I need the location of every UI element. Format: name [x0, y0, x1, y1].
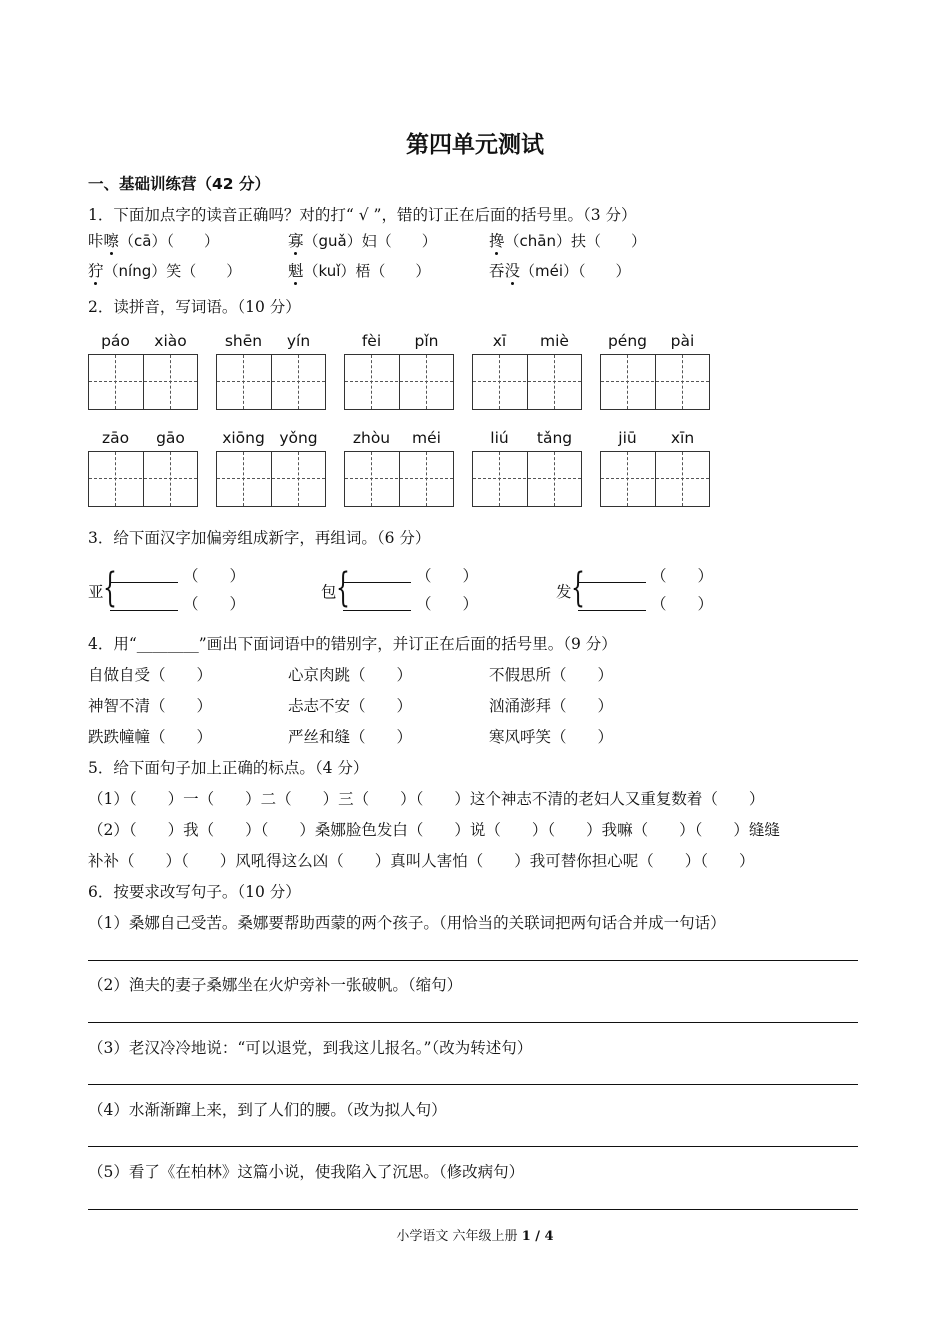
answer-line[interactable] — [88, 1084, 858, 1085]
pinyin-label: pài — [670, 332, 695, 350]
answer-paren[interactable]: （ ） — [651, 595, 714, 613]
answer-paren[interactable]: （ ） — [416, 595, 479, 613]
q5-line: （1）（ ）一（ ）二（ ）三（ ）（ ）这个神志不清的老妇人又重复数着（ ） — [88, 790, 765, 808]
answer-paren[interactable]: （ ） — [651, 567, 714, 585]
section-heading: 一、基础训练营（42 分） — [88, 175, 270, 193]
pinyin-label: gāo — [156, 429, 185, 447]
q1-item: 咔嚓（cā）（ ） — [88, 232, 219, 250]
answer-blank[interactable] — [578, 610, 646, 611]
page-footer: 小学语文 六年级上册 1 / 4 — [396, 1229, 554, 1244]
q6-item: （4）水渐渐蹿上来，到了人们的腰。（改为拟人句） — [88, 1101, 447, 1119]
pinyin-label: méi — [412, 429, 441, 447]
base-character: 包 — [321, 583, 337, 601]
pinyin-label: xiào — [154, 332, 187, 350]
q1-item: 吞没（méi）（ ） — [489, 262, 631, 280]
pinyin-label: pǐn — [414, 332, 439, 350]
q6-item: （1）桑娜自己受苦。桑娜要帮助西蒙的两个孩子。（用恰当的关联词把两句话合并成一句话） — [88, 914, 726, 932]
brace-icon: { — [571, 565, 585, 611]
q3-prompt: 3．给下面汉字加偏旁组成新字，再组词。（6 分） — [88, 529, 431, 547]
answer-paren[interactable]: （ ） — [416, 567, 479, 585]
base-character: 发 — [556, 583, 572, 601]
pinyin-label: zāo — [101, 429, 130, 447]
answer-blank[interactable] — [110, 582, 178, 583]
answer-line[interactable] — [88, 1209, 858, 1210]
q1-item: 狞（níng）笑（ ） — [88, 262, 242, 280]
q6-prompt: 6．按要求改写句子。（10 分） — [88, 883, 301, 901]
answer-blank[interactable] — [578, 582, 646, 583]
pinyin-label: zhòu — [352, 429, 391, 447]
q4-word: 跌跌幢幢（ ） — [88, 728, 213, 746]
pinyin-label: páo — [101, 332, 130, 350]
pinyin-label: miè — [540, 332, 569, 350]
answer-line[interactable] — [88, 1146, 858, 1147]
q1-prompt: 1．下面加点字的读音正确吗？对的打“ √ ”，错的订正在后面的括号里。（3 分） — [88, 206, 637, 224]
writing-box[interactable] — [600, 354, 710, 410]
page-title: 第四单元测试 — [406, 132, 544, 158]
q6-item: （5）看了《在柏林》这篇小说，使我陷入了沉思。（修改病句） — [88, 1163, 525, 1181]
q1-item: 搀（chān）扶（ ） — [489, 232, 646, 250]
pinyin-label: yǒng — [279, 429, 318, 447]
pinyin-label: jiū — [618, 429, 637, 447]
q4-word: 寒风呼笑（ ） — [489, 728, 614, 746]
pinyin-label: yín — [286, 332, 311, 350]
answer-paren[interactable]: （ ） — [183, 595, 246, 613]
q4-prompt: 4．用“________”画出下面词语中的错别字，并订正在后面的括号里。（9 分） — [88, 635, 617, 653]
q5-prompt: 5．给下面句子加上正确的标点。（4 分） — [88, 759, 369, 777]
writing-box[interactable] — [88, 354, 198, 410]
answer-blank[interactable] — [110, 610, 178, 611]
q6-item: （3）老汉冷冷地说：“可以退党，到我这儿报名。”（改为转述句） — [88, 1039, 533, 1057]
q4-word: 自做自受（ ） — [88, 666, 213, 684]
writing-box[interactable] — [600, 451, 710, 507]
answer-blank[interactable] — [343, 610, 411, 611]
answer-line[interactable] — [88, 1022, 858, 1023]
writing-box[interactable] — [88, 451, 198, 507]
writing-box[interactable] — [472, 354, 582, 410]
q4-word: 心京肉跳（ ） — [288, 666, 413, 684]
pinyin-label: liú — [490, 429, 509, 447]
q2-prompt: 2．读拼音，写词语。（10 分） — [88, 298, 301, 316]
answer-blank[interactable] — [343, 582, 411, 583]
q4-word: 忐志不安（ ） — [288, 697, 413, 715]
writing-box[interactable] — [344, 354, 454, 410]
pinyin-label: péng — [607, 332, 648, 350]
q6-item: （2）渔夫的妻子桑娜坐在火炉旁补一张破帆。（缩句） — [88, 976, 463, 994]
writing-box[interactable] — [472, 451, 582, 507]
writing-box[interactable] — [216, 354, 326, 410]
pinyin-label: xīn — [670, 429, 695, 447]
pinyin-label: xiōng — [222, 429, 265, 447]
writing-box[interactable] — [344, 451, 454, 507]
q4-word: 不假思所（ ） — [489, 666, 614, 684]
base-character: 亚 — [88, 583, 104, 601]
writing-box[interactable] — [216, 451, 326, 507]
pinyin-label: shēn — [224, 332, 263, 350]
answer-line[interactable] — [88, 960, 858, 961]
q4-word: 神智不清（ ） — [88, 697, 213, 715]
q5-line: （2）（ ）我（ ）（ ）桑娜脸色发白（ ）说（ ）（ ）我嘛（ ）（ ）缝缝 — [88, 821, 780, 839]
pinyin-label: fèi — [361, 332, 382, 350]
q1-item: 寡（guǎ）妇（ ） — [288, 232, 437, 250]
brace-icon: { — [103, 565, 117, 611]
brace-icon: { — [336, 565, 350, 611]
q1-item: 魁（kuǐ）梧（ ） — [288, 262, 431, 280]
q4-word: 汹涌澎拜（ ） — [489, 697, 614, 715]
answer-paren[interactable]: （ ） — [183, 567, 246, 585]
pinyin-label: xī — [492, 332, 507, 350]
pinyin-label: tǎng — [536, 429, 573, 447]
q5-line: 补补（ ）（ ）风吼得这么凶（ ）真叫人害怕（ ）我可替你担心呢（ ）（ ） — [88, 852, 755, 870]
q4-word: 严丝和缝（ ） — [288, 728, 413, 746]
